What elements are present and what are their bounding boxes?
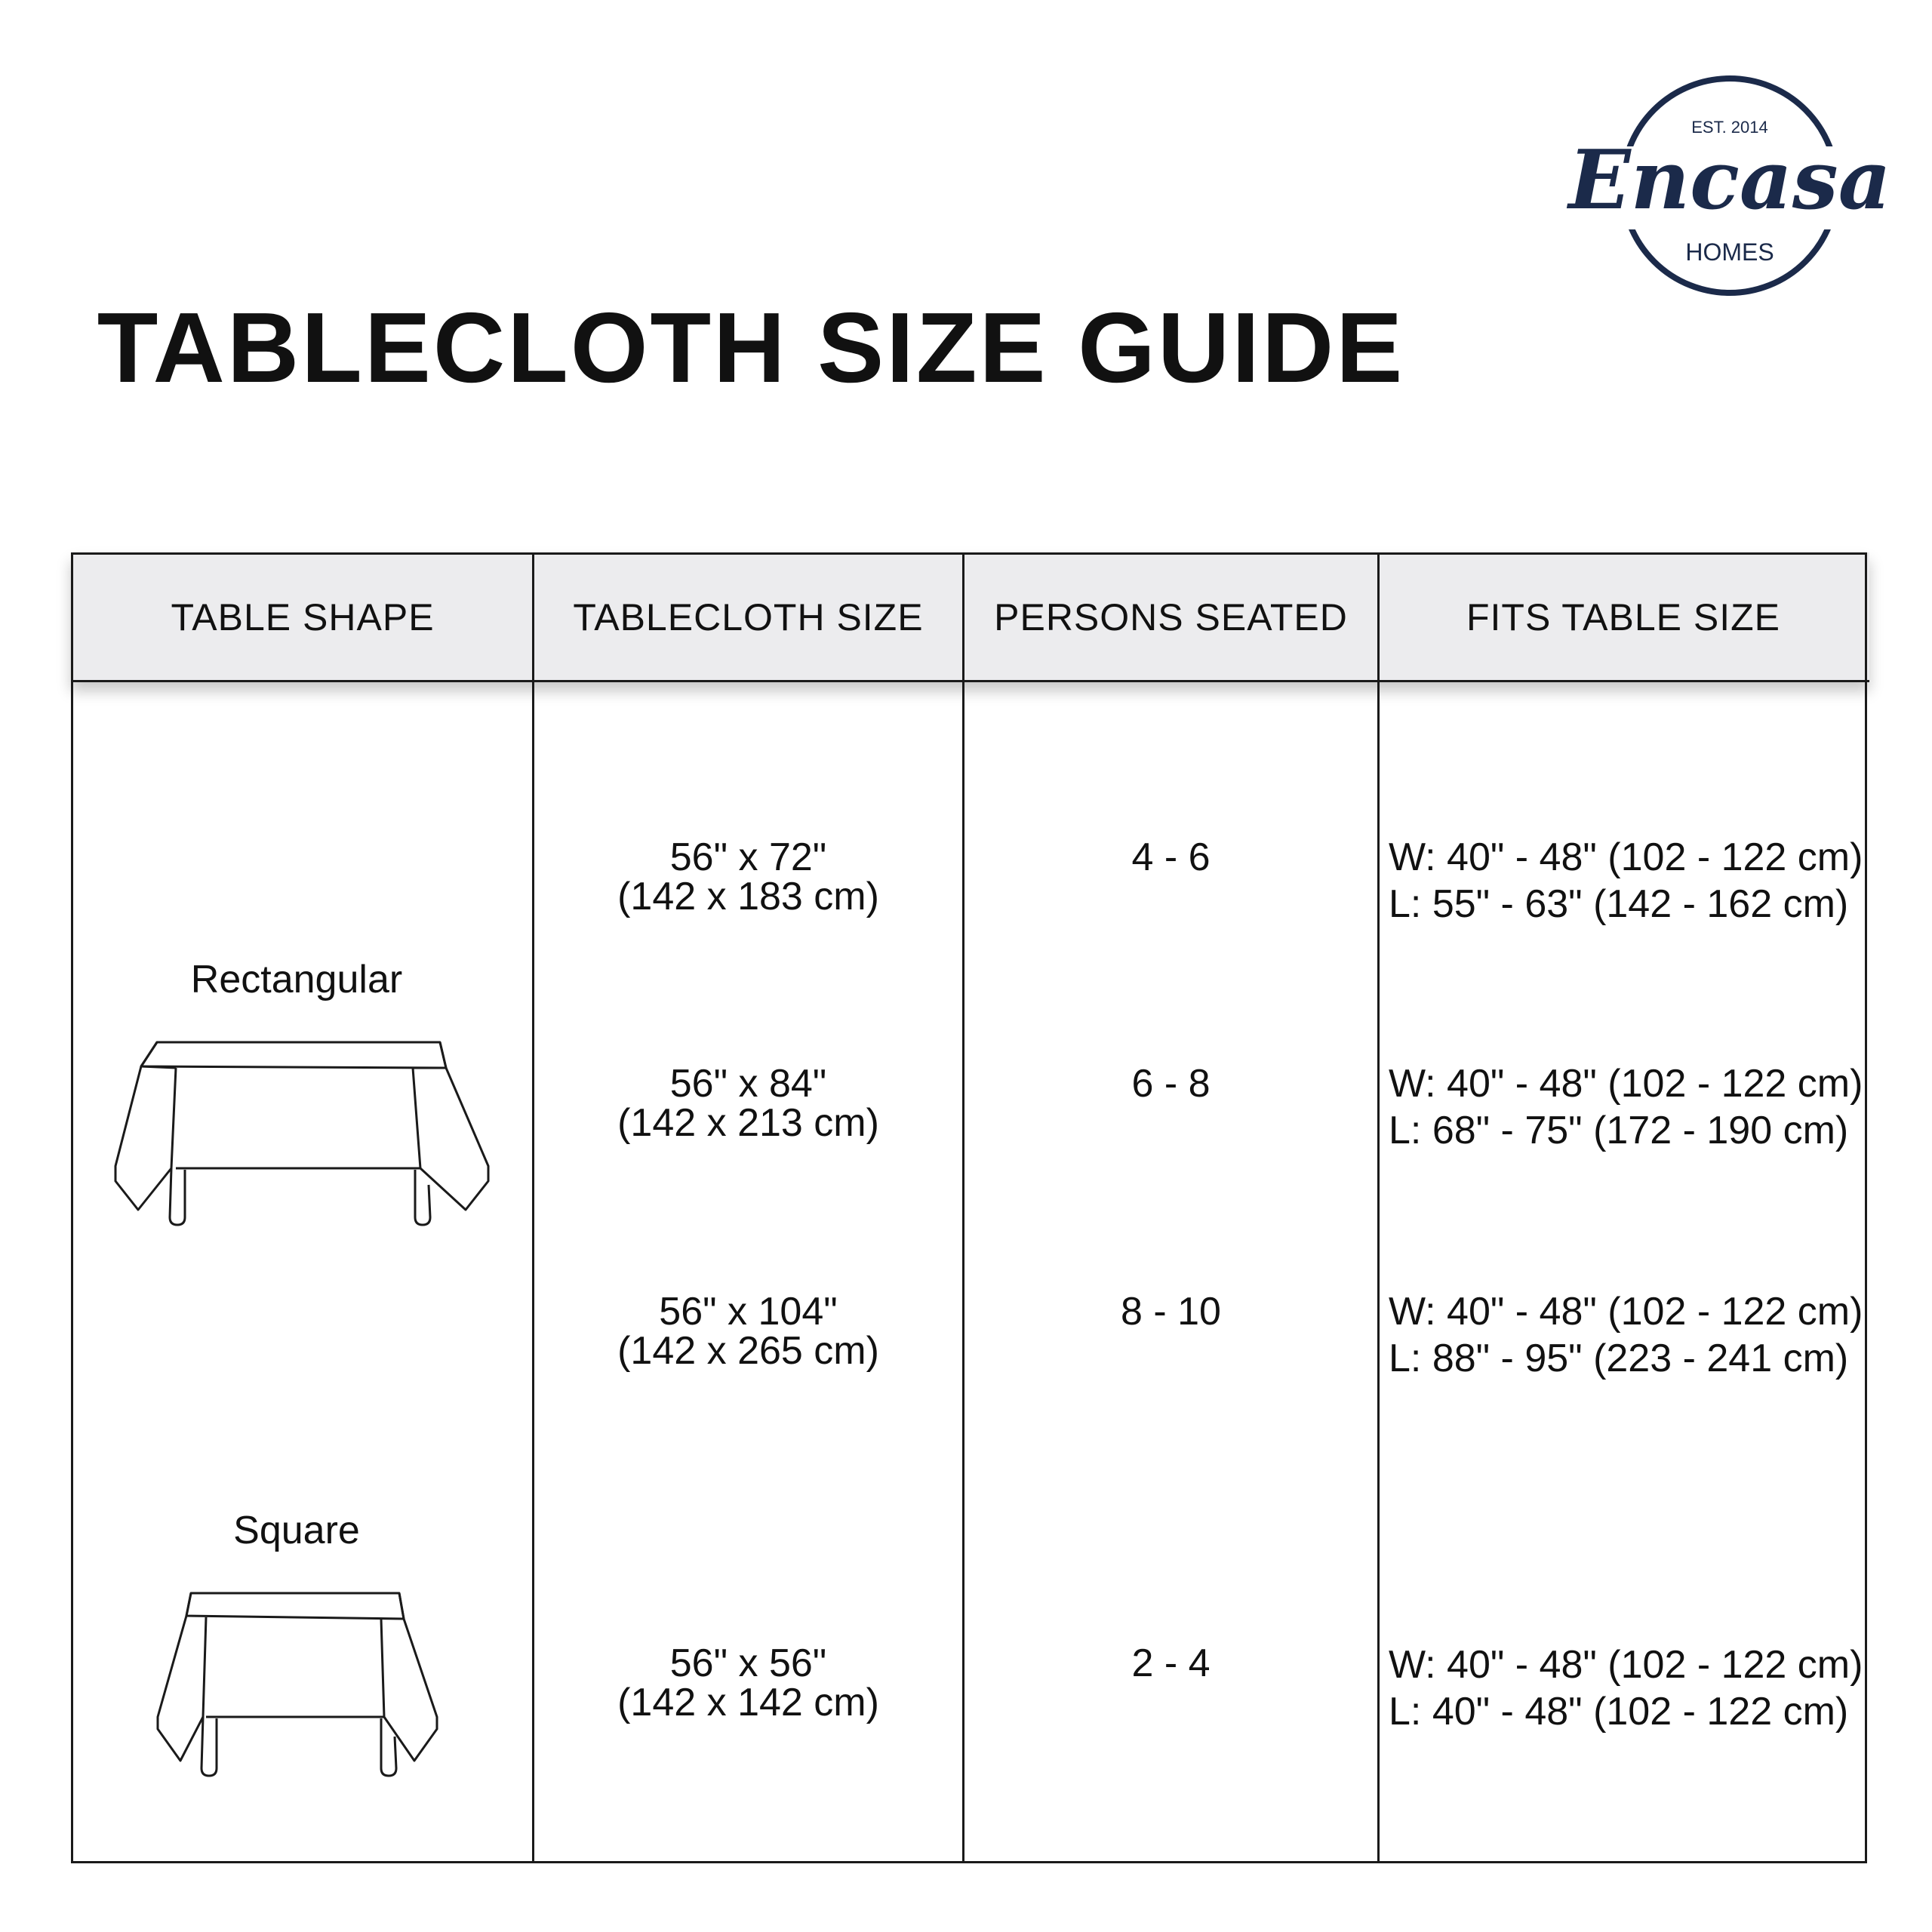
logo-sub-text: HOMES: [1685, 238, 1774, 266]
fits-width: W: 40" - 48" (102 - 122 cm): [1389, 1643, 1863, 1687]
fits-length: L: 55" - 63" (142 - 162 cm): [1389, 882, 1849, 926]
encasa-homes-logo: [1568, 74, 1891, 300]
tablecloth-size: 56" x 72": [669, 835, 827, 879]
tablecloth-size-cm: (142 x 265 cm): [617, 1329, 879, 1373]
table-row: [534, 1292, 962, 1371]
fits-table-size: [1389, 1288, 1863, 1382]
persons-seated: 8 - 10: [1121, 1290, 1221, 1334]
persons-seated: 2 - 4: [1131, 1641, 1211, 1685]
header-tablecloth-size: TABLECLOTH SIZE: [573, 596, 924, 638]
table-row: [534, 835, 962, 918]
square-table-icon: [155, 1589, 449, 1785]
tablecloth-size-cm: (142 x 183 cm): [617, 875, 879, 918]
fits-width: W: 40" - 48" (102 - 122 cm): [1389, 1062, 1863, 1106]
tablecloth-size: 56" x 104": [659, 1290, 838, 1334]
page-title: TABLECLOTH SIZE GUIDE: [97, 292, 1405, 403]
shape-label-square: Square: [233, 1509, 360, 1552]
fits-length: L: 68" - 75" (172 - 190 cm): [1389, 1109, 1849, 1152]
fits-length: L: 40" - 48" (102 - 122 cm): [1389, 1690, 1849, 1734]
logo-est-text: EST. 2014: [1691, 118, 1768, 137]
fits-width: W: 40" - 48" (102 - 122 cm): [1389, 1290, 1863, 1334]
persons-seated: 4 - 6: [1131, 835, 1211, 879]
fits-width: W: 40" - 48" (102 - 122 cm): [1389, 835, 1863, 879]
tablecloth-size-cm: (142 x 142 cm): [617, 1681, 879, 1724]
header-persons-seated: PERSONS SEATED: [994, 596, 1348, 638]
fits-table-size: [1389, 1060, 1863, 1154]
tablecloth-size: 56" x 84": [669, 1062, 827, 1106]
tablecloth-size-cm: (142 x 213 cm): [617, 1101, 879, 1145]
shape-label-rectangular: Rectangular: [190, 958, 403, 1001]
rectangular-table-icon: [109, 1038, 494, 1234]
fits-length: L: 88" - 95" (223 - 241 cm): [1389, 1337, 1849, 1380]
header-fits-table-size: FITS TABLE SIZE: [1466, 596, 1781, 638]
tablecloth-size: 56" x 56": [669, 1641, 827, 1685]
header-table-shape: TABLE SHAPE: [171, 596, 435, 638]
table-row: [534, 1641, 962, 1724]
column-divider: [1377, 552, 1380, 1863]
persons-seated: 6 - 8: [1131, 1062, 1211, 1106]
fits-table-size: [1389, 834, 1863, 928]
fits-table-size: [1389, 1641, 1863, 1735]
logo-brand-name: Encasa: [1568, 133, 1891, 228]
table-row: [534, 1064, 962, 1143]
